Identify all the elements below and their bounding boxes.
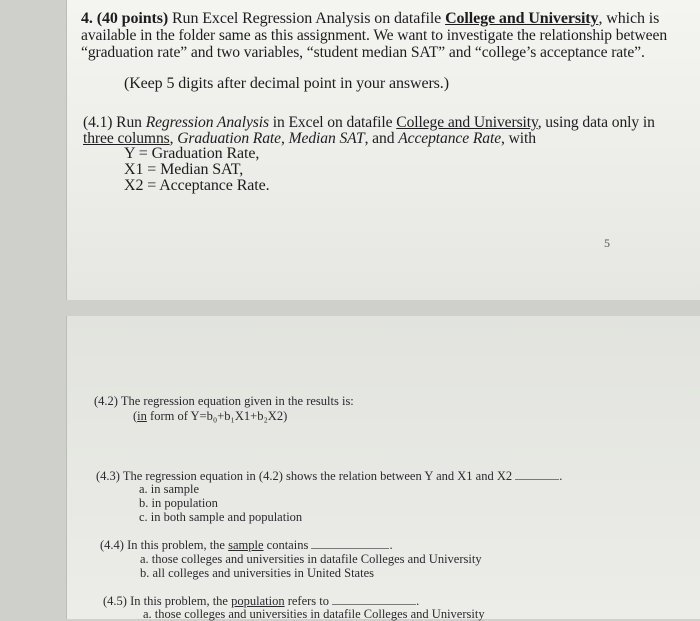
q43-option-c: c. in both sample and population	[139, 510, 303, 524]
q41-datafile-name: College and University	[396, 114, 538, 131]
q45-stem-pre: (4.5) In this problem, the	[103, 594, 228, 608]
q44-stem-pre: (4.4) In this problem, the	[100, 538, 225, 552]
q4-line1-pre: Run Excel Regression Analysis on datafile	[171, 10, 442, 27]
q44-option-a: a. those colleges and universities in datafile Colleges and University	[140, 552, 482, 566]
q4-line1-post: , which is	[598, 10, 660, 27]
q44-option-b: b. all colleges and universities in United States	[140, 566, 374, 580]
q44-sample: sample	[228, 538, 264, 552]
q41-x2-definition: X2 = Acceptance Rate.	[124, 177, 270, 194]
q4-line3: “graduation rate” and two variables, “student median SAT” and “college’s acceptance rate”.	[81, 44, 645, 61]
q43-answer-blank[interactable]	[515, 479, 559, 480]
q4-line1	[81, 11, 659, 27]
upper-page	[66, 0, 700, 300]
q45-option-a: a. those colleges and universities in datafile Colleges and University	[143, 607, 485, 621]
q4-datafile-name: College and University	[445, 10, 599, 27]
q43-stem-text: (4.3) The regression equation in (4.2) shows the relation between Y and X1 and X2	[96, 469, 513, 483]
q43-end-mark: .	[559, 469, 563, 483]
q45-end-mark: .	[416, 594, 420, 608]
q41-and: , and	[364, 130, 395, 147]
q41-x1-definition: X1 = Median SAT,	[124, 161, 244, 178]
q42-in: in	[137, 409, 147, 423]
q43-option-a: a. in sample	[139, 482, 200, 496]
page-number: 5	[604, 236, 610, 250]
q4-number: 4.	[81, 10, 93, 27]
q41-comma: ,	[169, 130, 174, 147]
q41-comma-2: ,	[281, 130, 285, 147]
q41-label: (4.1) Run	[83, 114, 142, 131]
q45-stem	[103, 595, 419, 608]
q41-regression-analysis: Regression Analysis	[145, 114, 269, 131]
q45-stem-post: refers to	[287, 594, 329, 608]
q41-mid1: in Excel on datafile	[272, 114, 393, 131]
q4-points: (40 points)	[96, 10, 169, 27]
q41-col2: Median SAT	[288, 130, 365, 147]
q41-three-columns: three columns	[83, 130, 170, 147]
q44-stem	[100, 539, 393, 552]
q41-col3: Acceptance Rate	[398, 130, 502, 147]
lower-page	[66, 316, 700, 619]
q41-col1: Graduation Rate	[177, 130, 281, 147]
q42-line1: (4.2) The regression equation given in the results is:	[94, 394, 354, 408]
q42-line2	[133, 410, 287, 423]
q44-stem-post: contains	[266, 538, 309, 552]
q4-keep-note: (Keep 5 digits after decimal point in your answers.)	[124, 75, 449, 92]
q41-with: , with	[501, 130, 536, 147]
q42-form: form of Y=b₀+b₁X1+b₂X2)	[146, 409, 288, 423]
q43-stem	[96, 470, 562, 483]
q4-line2: available in the folder same as this assignment. We want to investigate the relationship between	[81, 27, 668, 44]
q45-answer-blank[interactable]	[332, 604, 416, 605]
q45-population: population	[231, 594, 285, 608]
q43-option-b: b. in population	[139, 496, 218, 510]
q44-end-mark: .	[389, 538, 393, 552]
q41-line1	[83, 115, 655, 131]
q42-open-paren: (	[133, 409, 138, 423]
q41-post1: , using data only in	[537, 114, 655, 131]
q44-answer-blank[interactable]	[311, 548, 389, 549]
q41-y-definition: Y = Graduation Rate,	[124, 145, 260, 162]
